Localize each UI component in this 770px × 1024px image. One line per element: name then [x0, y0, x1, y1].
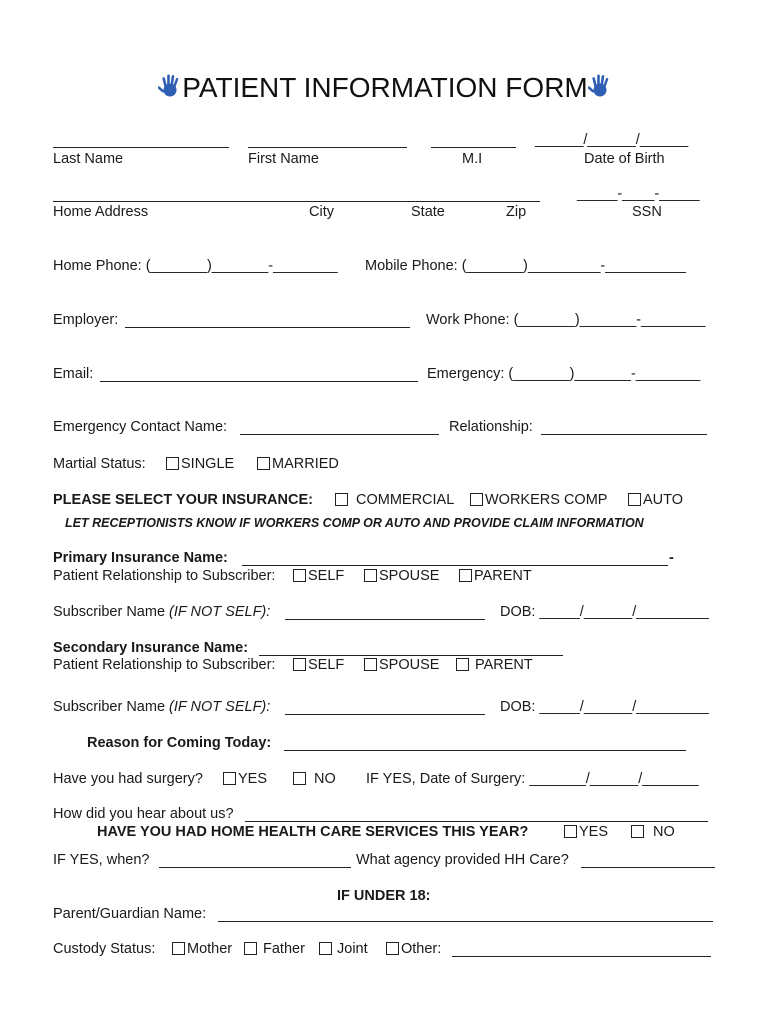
surgery-no-checkbox[interactable]	[293, 772, 306, 785]
last-name-label: Last Name	[53, 151, 124, 167]
secondary-parent-option[interactable]	[456, 657, 533, 674]
reason-label: Reason for Coming Today:	[87, 735, 272, 751]
home-address-label: Home Address	[53, 204, 149, 220]
secondary-subscriber-text: Subscriber Name	[53, 699, 166, 715]
secondary-parent-checkbox[interactable]	[456, 658, 469, 671]
primary-insurance-field[interactable]	[242, 565, 668, 566]
secondary-self-label: SELF	[308, 657, 345, 673]
guardian-name-field[interactable]	[218, 921, 713, 922]
email-field[interactable]	[100, 381, 418, 382]
marital-married-option[interactable]	[257, 456, 339, 473]
home-health-no-label: NO	[653, 824, 675, 840]
employer-label: Employer:	[53, 312, 119, 328]
custody-mother-option[interactable]	[172, 941, 232, 958]
relationship-field[interactable]	[541, 434, 707, 435]
home-phone-field[interactable]: Home Phone: (_______)_______-________	[53, 258, 338, 274]
surgery-yes-checkbox[interactable]	[223, 772, 236, 785]
relationship-label: Relationship:	[449, 419, 533, 435]
single-checkbox[interactable]	[166, 457, 179, 470]
primary-spouse-label: SPOUSE	[379, 568, 440, 584]
custody-other-label: Other:	[401, 941, 442, 957]
custody-mother-checkbox[interactable]	[172, 942, 185, 955]
secondary-parent-label: PARENT	[475, 657, 533, 673]
primary-self-label: SELF	[308, 568, 345, 584]
home-health-when-field[interactable]	[159, 867, 351, 868]
city-label: City	[309, 204, 334, 220]
hand-icon-right	[588, 72, 612, 108]
custody-other-checkbox[interactable]	[386, 942, 399, 955]
form-title-block	[0, 70, 770, 108]
home-health-no-option[interactable]	[631, 824, 675, 841]
marital-status-label: Martial Status:	[53, 456, 146, 472]
insurance-auto-option[interactable]	[628, 492, 683, 509]
ssn-field[interactable]: _____-____-_____	[577, 186, 700, 202]
secondary-spouse-checkbox[interactable]	[364, 658, 377, 671]
primary-subscriber-note: (IF NOT SELF):	[169, 604, 271, 620]
single-label: SINGLE	[181, 456, 235, 472]
home-health-no-checkbox[interactable]	[631, 825, 644, 838]
primary-parent-checkbox[interactable]	[459, 569, 472, 582]
secondary-subscriber-field[interactable]	[285, 714, 485, 715]
home-health-when-label: IF YES, when?	[53, 852, 150, 868]
hear-about-label: How did you hear about us?	[53, 806, 234, 822]
work-phone-field[interactable]: Work Phone: (_______)_______-________	[426, 312, 706, 328]
commercial-label: COMMERCIAL	[356, 492, 455, 508]
primary-insurance-dash: -	[669, 550, 674, 566]
emergency-phone-field[interactable]: Emergency: (_______)_______-________	[427, 366, 701, 382]
primary-parent-option[interactable]	[459, 568, 532, 585]
marital-single-option[interactable]	[166, 456, 234, 473]
custody-joint-checkbox[interactable]	[319, 942, 332, 955]
state-label: State	[411, 204, 445, 220]
secondary-dob-field[interactable]: DOB: _____/______/_________	[500, 699, 709, 715]
secondary-subscriber-note: (IF NOT SELF):	[169, 699, 271, 715]
primary-parent-label: PARENT	[474, 568, 532, 584]
emergency-contact-field[interactable]	[240, 434, 439, 435]
secondary-insurance-field[interactable]	[259, 655, 563, 656]
insurance-note: LET RECEPTIONISTS KNOW IF WORKERS COMP OR AUTO AND PROVIDE CLAIM INFORMATION	[65, 516, 644, 530]
primary-subscriber-field[interactable]	[285, 619, 485, 620]
workers-comp-checkbox[interactable]	[470, 493, 483, 506]
auto-checkbox[interactable]	[628, 493, 641, 506]
primary-relationship-label: Patient Relationship to Subscriber:	[53, 568, 276, 584]
first-name-label: First Name	[248, 151, 319, 167]
under-18-heading: IF UNDER 18:	[337, 888, 431, 904]
primary-spouse-option[interactable]	[364, 568, 439, 585]
dob-field[interactable]: ______/______/______	[535, 132, 689, 148]
insurance-select-label: PLEASE SELECT YOUR INSURANCE:	[53, 492, 313, 508]
custody-joint-label: Joint	[337, 941, 368, 957]
home-health-yes-label: YES	[579, 824, 609, 840]
surgery-yes-option[interactable]	[223, 771, 267, 788]
secondary-self-option[interactable]	[293, 657, 344, 674]
custody-other-field[interactable]	[452, 956, 711, 957]
surgery-no-option[interactable]	[293, 771, 336, 788]
primary-self-checkbox[interactable]	[293, 569, 306, 582]
primary-subscriber-text: Subscriber Name	[53, 604, 166, 620]
home-health-agency-label: What agency provided HH Care?	[356, 852, 569, 868]
secondary-self-checkbox[interactable]	[293, 658, 306, 671]
surgery-label: Have you had surgery?	[53, 771, 203, 787]
secondary-subscriber-label	[53, 699, 270, 716]
mi-label: M.I	[462, 151, 483, 167]
zip-label: Zip	[506, 204, 527, 220]
custody-father-option[interactable]	[244, 941, 305, 958]
surgery-date-field[interactable]: IF YES, Date of Surgery: _______/______/_______	[366, 771, 699, 787]
custody-status-label: Custody Status:	[53, 941, 156, 957]
last-name-field[interactable]	[53, 147, 229, 148]
custody-joint-option[interactable]	[319, 941, 368, 958]
home-health-agency-field[interactable]	[581, 867, 715, 868]
secondary-relationship-label: Patient Relationship to Subscriber:	[53, 657, 276, 673]
hear-about-field[interactable]	[245, 821, 708, 822]
married-checkbox[interactable]	[257, 457, 270, 470]
first-name-field[interactable]	[248, 147, 407, 148]
home-health-yes-option[interactable]	[564, 824, 608, 841]
mi-field[interactable]	[431, 147, 516, 148]
mobile-phone-field[interactable]: Mobile Phone: (_______)_________-__________	[365, 258, 686, 274]
ssn-label: SSN	[632, 204, 662, 220]
form-title: PATIENT INFORMATION FORM	[182, 72, 588, 103]
primary-dob-field[interactable]: DOB: _____/______/_________	[500, 604, 709, 620]
primary-spouse-checkbox[interactable]	[364, 569, 377, 582]
custody-father-label: Father	[263, 941, 305, 957]
home-health-label: HAVE YOU HAD HOME HEALTH CARE SERVICES THIS YEAR?	[97, 824, 529, 840]
commercial-checkbox[interactable]	[335, 493, 348, 506]
married-label: MARRIED	[272, 456, 339, 472]
employer-field[interactable]	[125, 327, 410, 328]
reason-field[interactable]	[284, 750, 686, 751]
home-address-field[interactable]	[53, 201, 540, 202]
custody-father-checkbox[interactable]	[244, 942, 257, 955]
insurance-commercial-option[interactable]	[335, 492, 454, 509]
secondary-spouse-label: SPOUSE	[379, 657, 440, 673]
secondary-spouse-option[interactable]	[364, 657, 439, 674]
custody-other-option[interactable]	[386, 941, 441, 958]
surgery-yes-label: YES	[238, 771, 268, 787]
dob-label: Date of Birth	[584, 151, 665, 167]
guardian-name-label: Parent/Guardian Name:	[53, 906, 207, 922]
email-label: Email:	[53, 366, 94, 382]
secondary-insurance-label: Secondary Insurance Name:	[53, 640, 249, 656]
home-health-yes-checkbox[interactable]	[564, 825, 577, 838]
auto-label: AUTO	[643, 492, 684, 508]
primary-insurance-label: Primary Insurance Name:	[53, 550, 228, 566]
primary-self-option[interactable]	[293, 568, 344, 585]
hand-icon-left	[158, 72, 182, 108]
surgery-no-label: NO	[314, 771, 336, 787]
workers-comp-label: WORKERS COMP	[485, 492, 608, 508]
primary-subscriber-label	[53, 604, 270, 621]
insurance-workers-comp-option[interactable]	[470, 492, 607, 509]
custody-mother-label: Mother	[187, 941, 233, 957]
emergency-contact-label: Emergency Contact Name:	[53, 419, 228, 435]
